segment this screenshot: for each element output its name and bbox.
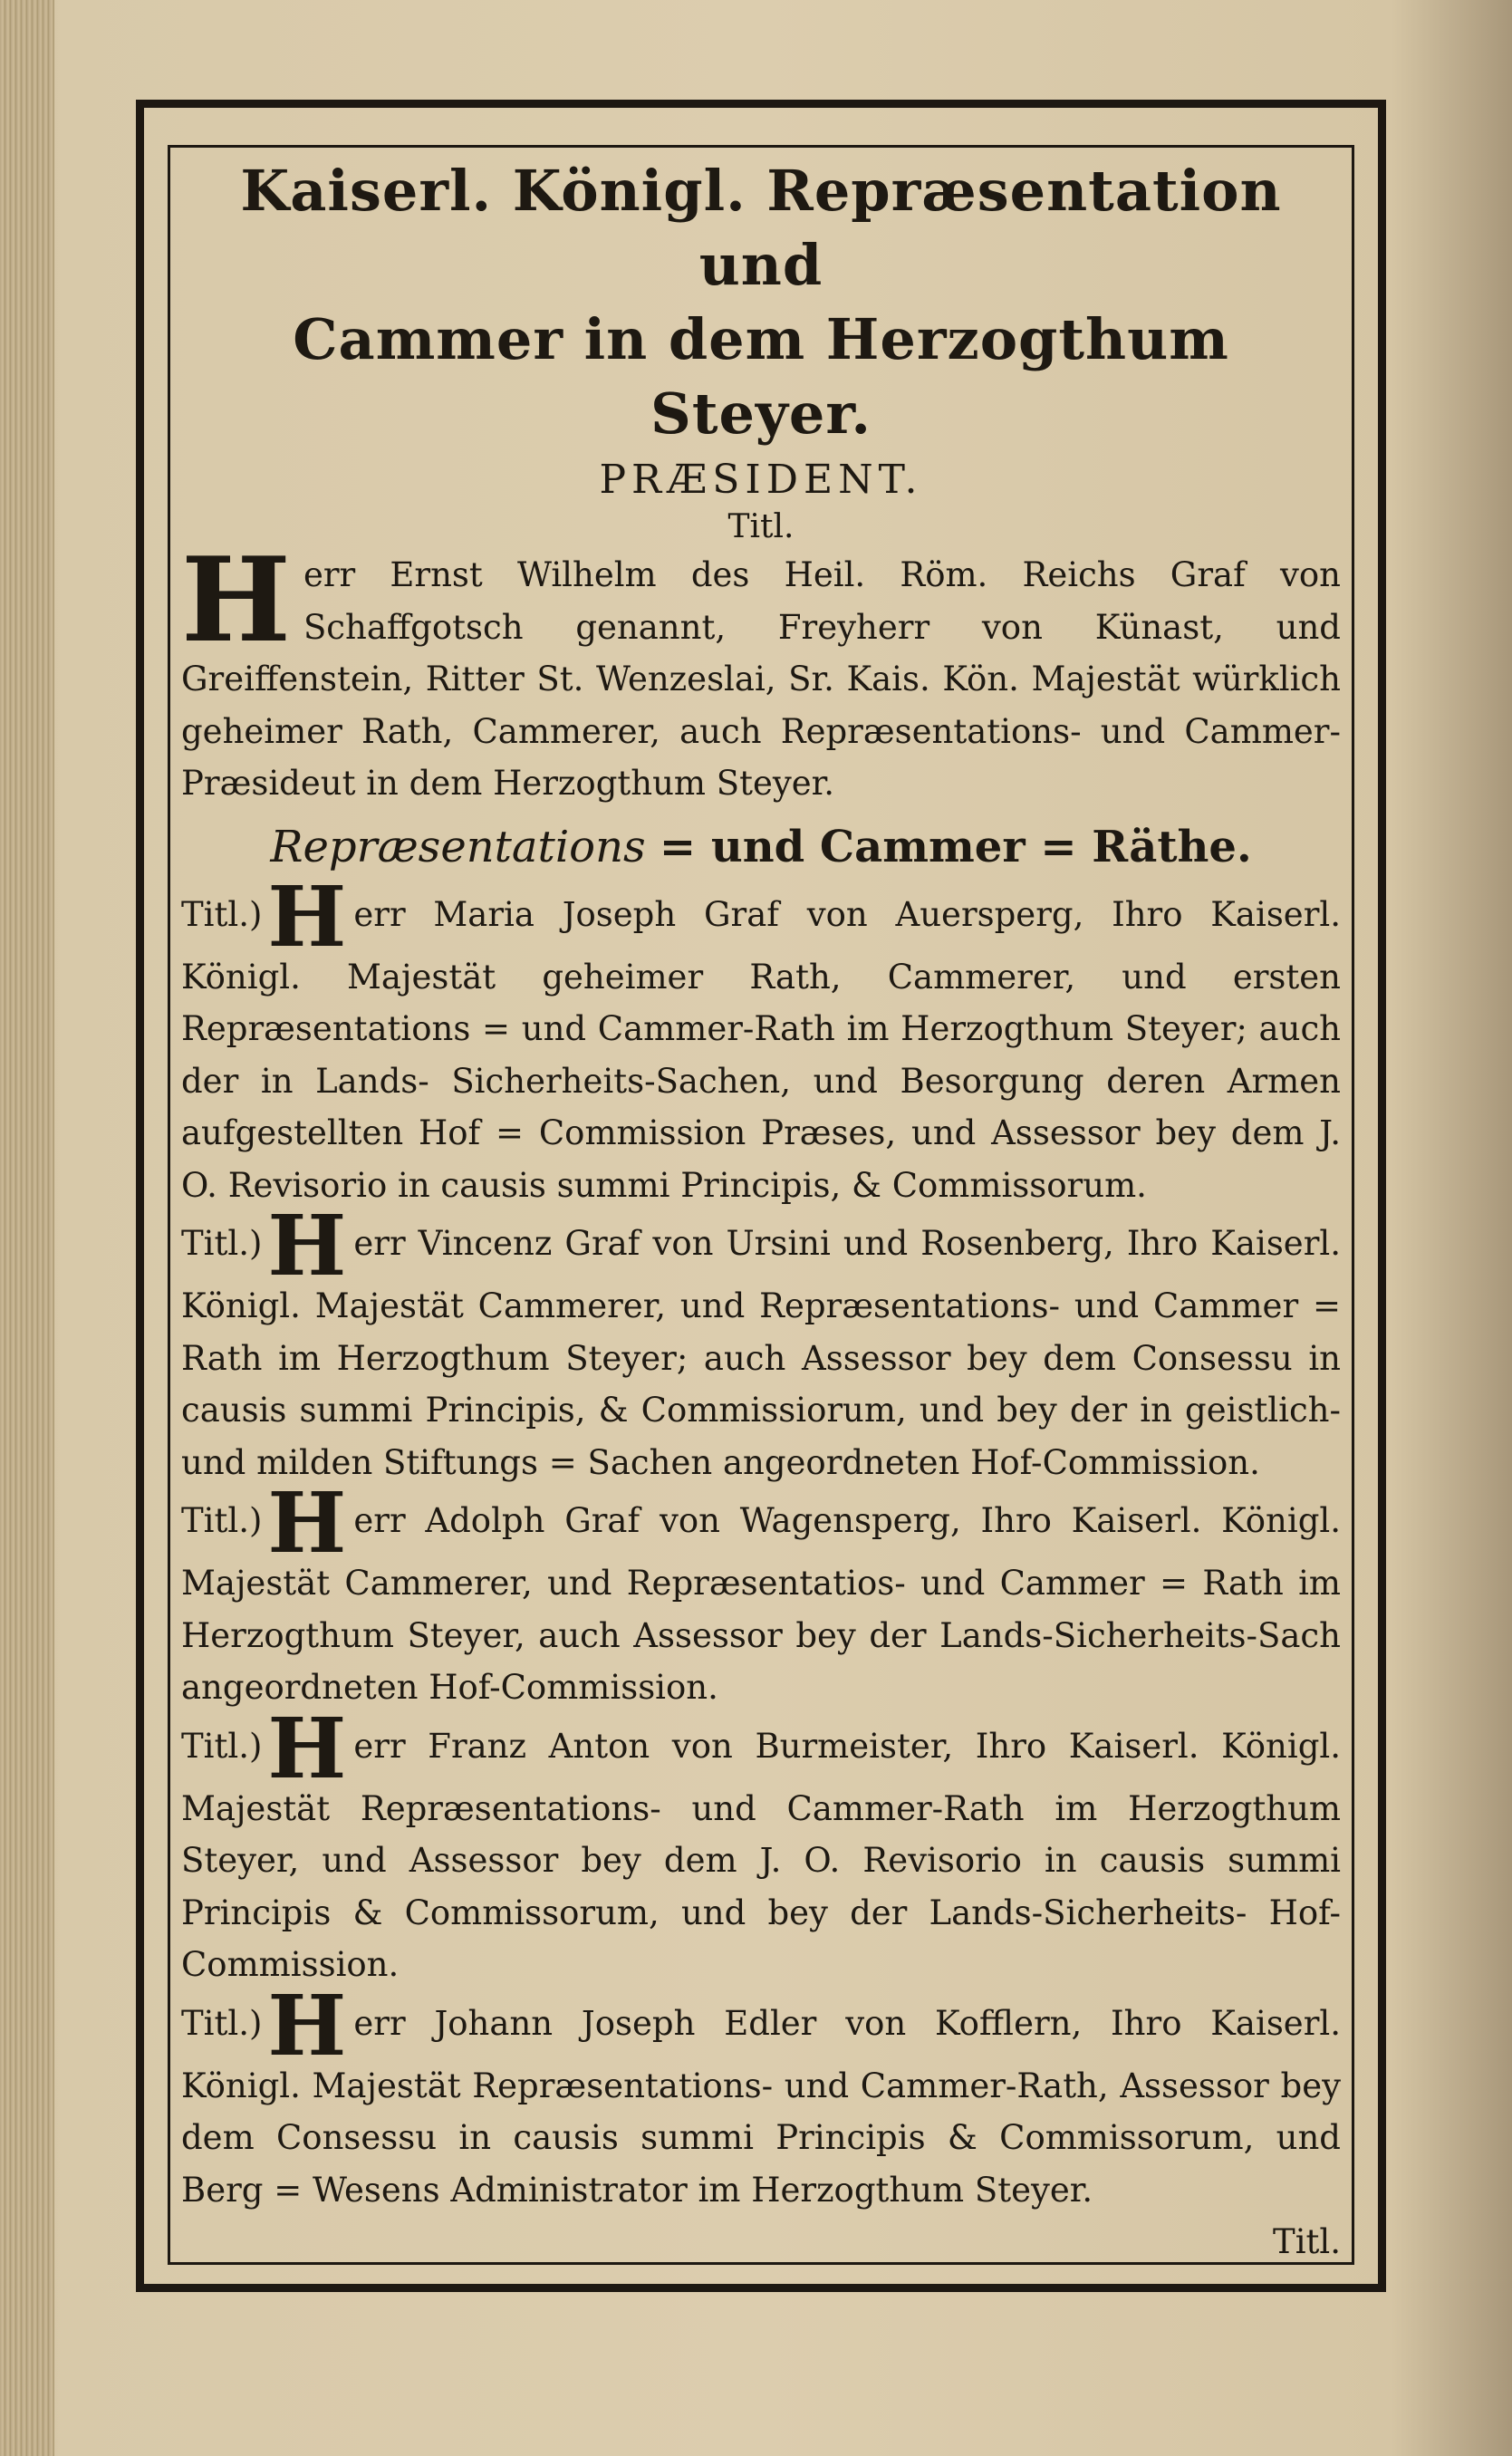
section-heading-italic: Repræsentations [270, 821, 646, 872]
page-content [181, 154, 1341, 2261]
entry-text: err Johann Joseph Edler von Kofflern, Ihro Kaiserl. Königl. Majestät Repræsentations- und Cammer-Rath, Assessor bey dem Consessu in causis summi Principis & Commissorum, und Berg = Wesens Administrator im Herzogthum Steyer. [181, 2003, 1341, 2210]
entry-initial: H [267, 1699, 347, 1797]
entry-text: err Vincenz Graf von Ursini und Rosenberg, Ihro Kaiserl. Königl. Majestät Cammerer, und Repræsentations- und Cammer = Rath im Herzogthum Steyer; auch Assessor bey dem Consessu in causis summi Principis, & Commissiorum, und bey der in geistlich- und milden Stiftungs = Sachen angeordneten Hof-Commission. [181, 1224, 1341, 1482]
president-text: err Ernst Wilhelm des Heil. Röm. Reichs Graf von Schaffgotsch genannt, Freyherr von Künast, und Greiffenstein, Ritter St. Wenzeslai, Sr. Kais. Kön. Majestät würklich geheimer Rath, Cammerer, auch Repræsentations- und Cammer-Præsideut in dem Herzogthum Steyer. [181, 555, 1341, 803]
entry-initial: H [267, 1474, 347, 1572]
entry-burmeister [181, 1699, 1341, 1991]
entry-kofflern [181, 1976, 1341, 2217]
president-dropcap: H [181, 533, 291, 669]
entry-initial: H [267, 1197, 347, 1295]
catchword-titl: Titl. [1273, 2222, 1341, 2261]
entry-initial: H [267, 1976, 347, 2075]
president-heading: PRÆSIDENT. [599, 457, 923, 503]
entry-titl: Titl.) [181, 1726, 263, 1766]
entry-text: err Maria Joseph Graf von Auersperg, Ihro Kaiserl. Königl. Majestät geheimer Rath, Cammerer, und ersten Repræsentations = und Cammer-Rath im Herzogthum Steyer; auch der in Lands- Sicherheits-Sachen, und Besorgung deren Armen aufgestellten Hof = Commission Præses, und Assessor bey dem J. O. Revisorio in causis summi Principis, & Commissorum. [181, 894, 1341, 1205]
entry-titl: Titl.) [181, 1501, 263, 1540]
entry-auersperg [181, 867, 1341, 1212]
president-titl: Titl. [727, 508, 795, 545]
page-title-line-1: Kaiserl. Königl. Repræsentation und [240, 158, 1282, 298]
entry-titl: Titl.) [181, 2003, 263, 2043]
entry-ursini [181, 1197, 1341, 1488]
section-heading [181, 815, 1341, 879]
entry-titl: Titl.) [181, 1224, 263, 1263]
entry-titl: Titl.) [181, 894, 263, 934]
section-heading-rest: = und Cammer = Räthe. [659, 821, 1252, 872]
entry-text: err Adolph Graf von Wagensperg, Ihro Kaiserl. Königl. Majestät Cammerer, und Repræsentatios- und Cammer = Rath im Herzogthum Steyer, auch Assessor bey der Lands-Sicherheits-Sach angeordneten Hof-Commission. [181, 1501, 1341, 1707]
entry-initial: H [267, 867, 347, 966]
entry-text: err Franz Anton von Burmeister, Ihro Kaiserl. Königl. Majestät Repræsentations- und Cammer-Rath im Herzogthum Steyer, und Assessor bey dem J. O. Revisorio in causis summi Principis & Commissorum, und bey der Lands-Sicherheits- Hof-Commission. [181, 1726, 1341, 1984]
president-paragraph [181, 533, 1341, 810]
entry-wagensperg [181, 1474, 1341, 1714]
page-title-line-2: Cammer in dem Herzogthum Steyer. [293, 306, 1229, 447]
page-gutter [0, 0, 54, 2456]
